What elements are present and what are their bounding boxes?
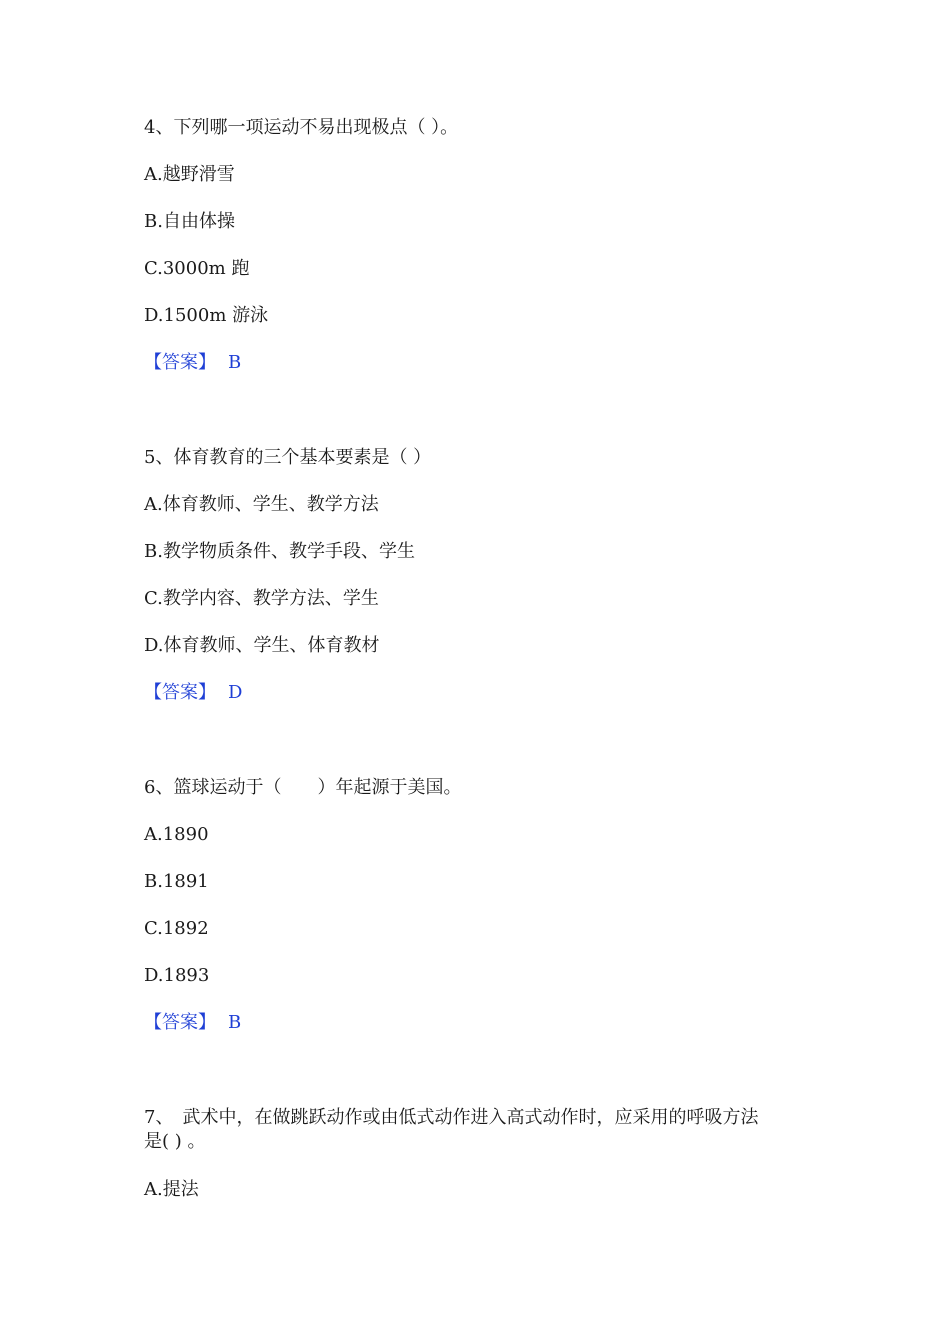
question-6-option-a: A.1890 <box>144 824 209 845</box>
answer-value: D <box>228 682 243 703</box>
answer-value: B <box>228 1012 242 1033</box>
question-7-option-a: A.提法 <box>144 1179 199 1200</box>
question-7-stem-line2: 是( ) 。 <box>144 1131 206 1152</box>
question-5-option-d: D.体育教师、学生、体育教材 <box>144 635 380 656</box>
answer-label: 【答案】 <box>144 352 216 373</box>
question-6-answer <box>144 1011 241 1035</box>
answer-label: 【答案】 <box>144 682 216 703</box>
question-6-option-b: B.1891 <box>144 871 209 892</box>
question-5-option-a: A.体育教师、学生、教学方法 <box>144 494 379 515</box>
question-6-option-d: D.1893 <box>144 965 210 986</box>
question-7-stem-line1: 7、 武术中，在做跳跃动作或由低式动作进入高式动作时，应采用的呼吸方法 <box>144 1107 759 1128</box>
question-4-option-b: B.自由体操 <box>144 211 235 232</box>
question-5-option-b: B.教学物质条件、教学手段、学生 <box>144 541 415 562</box>
question-4-stem: 4、下列哪一项运动不易出现极点（ ）。 <box>144 117 459 138</box>
answer-value: B <box>228 352 242 373</box>
question-4-option-a: A.越野滑雪 <box>144 164 235 185</box>
question-5-answer <box>144 681 242 705</box>
question-5-stem: 5、体育教育的三个基本要素是（ ） <box>144 447 432 468</box>
question-4-answer <box>144 351 241 375</box>
answer-label: 【答案】 <box>144 1012 216 1033</box>
question-5-option-c: C.教学内容、教学方法、学生 <box>144 588 379 609</box>
question-4-option-c: C.3000m 跑 <box>144 258 250 279</box>
question-4-option-d: D.1500m 游泳 <box>144 305 269 326</box>
question-6-stem: 6、篮球运动于（ ）年起源于美国。 <box>144 777 462 798</box>
question-6-option-c: C.1892 <box>144 918 209 939</box>
